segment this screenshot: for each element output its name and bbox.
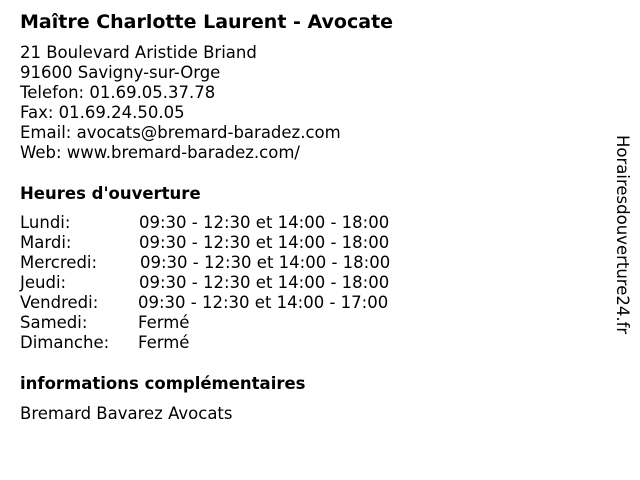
hours-row-thursday <box>20 273 540 293</box>
address-block <box>20 43 341 163</box>
hours-row-saturday <box>20 313 540 333</box>
hours-time: Fermé <box>138 313 190 332</box>
hours-day: Mercredi: <box>20 253 98 272</box>
hours-day: Lundi: <box>20 213 71 232</box>
hours-time: 09:30 - 12:30 et 14:00 - 18:00 <box>139 273 390 292</box>
email-address: Email: avocats@bremard-baradez.com <box>20 123 341 142</box>
hours-day: Dimanche: <box>20 333 110 352</box>
hours-row-sunday <box>20 333 540 353</box>
hours-time: 09:30 - 12:30 et 14:00 - 18:00 <box>140 253 391 272</box>
hours-day: Jeudi: <box>20 273 67 292</box>
hours-time: 09:30 - 12:30 et 14:00 - 17:00 <box>138 293 389 312</box>
street-address: 21 Boulevard Aristide Briand <box>20 43 257 62</box>
phone-number: Telefon: 01.69.05.37.78 <box>20 83 216 102</box>
fax-number: Fax: 01.69.24.50.05 <box>20 103 185 122</box>
website-address: Web: www.bremard-baradez.com/ <box>20 143 300 162</box>
hours-row-tuesday <box>20 233 540 253</box>
opening-hours-heading: Heures d'ouverture <box>20 184 201 203</box>
hours-time: 09:30 - 12:30 et 14:00 - 18:00 <box>139 233 390 252</box>
hours-time: 09:30 - 12:30 et 14:00 - 18:00 <box>139 213 390 232</box>
opening-hours-table <box>20 213 540 353</box>
page-title: Maître Charlotte Laurent - Avocate <box>20 11 394 33</box>
additional-info-text: Bremard Bavarez Avocats <box>20 404 233 423</box>
city-address: 91600 Savigny-sur-Orge <box>20 63 221 82</box>
hours-day: Mardi: <box>20 233 72 252</box>
watermark-text: Horairesdouverture24.fr <box>613 135 632 335</box>
hours-day: Vendredi: <box>20 293 99 312</box>
hours-row-wednesday <box>20 253 540 273</box>
site-watermark <box>612 135 632 365</box>
hours-row-monday <box>20 213 540 233</box>
hours-time: Fermé <box>138 333 190 352</box>
additional-info-heading: informations complémentaires <box>20 374 306 393</box>
hours-day: Samedi: <box>20 313 88 332</box>
hours-row-friday <box>20 293 540 313</box>
